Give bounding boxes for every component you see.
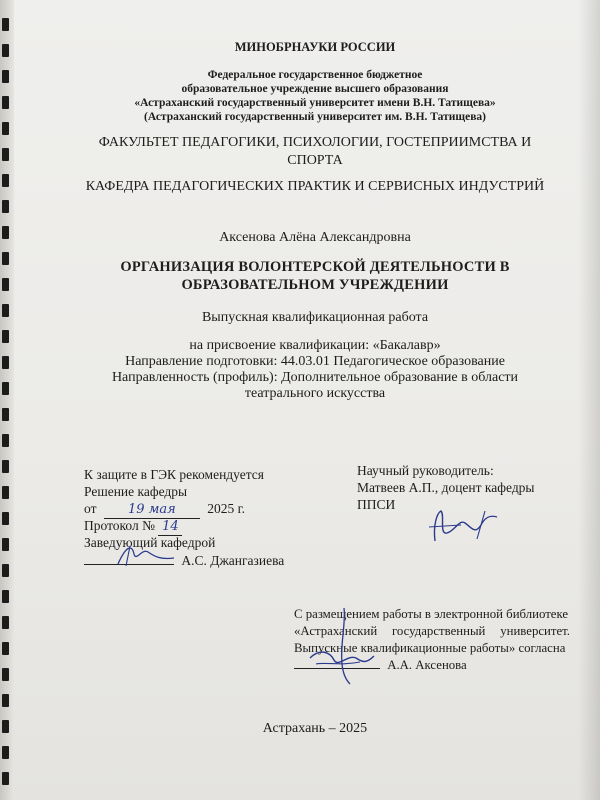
- date-prefix: от: [84, 501, 97, 516]
- binding-hole: [2, 304, 9, 317]
- binding-hole: [2, 642, 9, 655]
- binding-hole: [2, 564, 9, 577]
- binding-hole: [2, 668, 9, 681]
- profile-line-2: театрального искусства: [244, 386, 386, 401]
- spiral-binding: [0, 0, 14, 800]
- binding-hole: [2, 252, 9, 265]
- defense-line-2: Решение кафедры: [84, 484, 188, 499]
- binding-hole: [2, 148, 9, 161]
- binding-hole: [2, 382, 9, 395]
- binding-hole: [2, 356, 9, 369]
- binding-hole: [2, 590, 9, 603]
- supervisor-signature: [425, 505, 505, 550]
- head-of-department-label: Заведующий кафедрой: [84, 535, 216, 550]
- thesis-title-line-2: ОБРАЗОВАТЕЛЬНОМ УЧРЕЖДЕНИИ: [181, 277, 449, 293]
- binding-hole: [2, 330, 9, 343]
- defense-date-row: [84, 501, 245, 519]
- binding-hole: [2, 746, 9, 759]
- supervisor-name: Матвеев А.П., доцент кафедры: [357, 480, 535, 495]
- binding-hole: [2, 772, 9, 785]
- head-signature: [112, 540, 182, 570]
- faculty-line-1: ФАКУЛЬТЕТ ПЕДАГОГИКИ, ПСИХОЛОГИИ, ГОСТЕПРИИМСТВА И: [98, 135, 532, 150]
- ministry-header: МИНОБРНАУКИ РОССИИ: [234, 40, 396, 54]
- binding-hole: [2, 408, 9, 421]
- binding-hole: [2, 278, 9, 291]
- qualification: на присвоение квалификации: «Бакалавр»: [189, 338, 441, 353]
- binding-hole: [2, 616, 9, 629]
- protocol-label: Протокол №: [84, 518, 155, 533]
- binding-hole: [2, 122, 9, 135]
- binding-hole: [2, 434, 9, 447]
- institution-line-3: «Астраханский государственный университет имени В.Н. Татищева»: [134, 97, 496, 109]
- binding-hole: [2, 694, 9, 707]
- date-handwritten: 19 мая: [104, 502, 200, 519]
- binding-hole: [2, 200, 9, 213]
- institution-line-2: образовательное учреждение высшего образования: [181, 83, 449, 95]
- date-year: 2025 г.: [207, 501, 245, 516]
- binding-hole: [2, 226, 9, 239]
- consent-name: А.А. Аксенова: [387, 658, 467, 672]
- consent-line-2: «Астраханский государственный университет.: [294, 624, 570, 638]
- binding-hole: [2, 70, 9, 83]
- binding-hole: [2, 18, 9, 31]
- city-year: Астрахань – 2025: [262, 721, 368, 736]
- department-name: КАФЕДРА ПЕДАГОГИЧЕСКИХ ПРАКТИК И СЕРВИСНЫХ ИНДУСТРИЙ: [85, 179, 545, 194]
- faculty-line-2: СПОРТА: [287, 153, 343, 168]
- institution-line-1: Федеральное государственное бюджетное: [207, 69, 423, 81]
- institution-line-4: (Астраханский государственный университет им. В.Н. Татищева): [143, 111, 487, 123]
- binding-hole: [2, 460, 9, 473]
- profile-line-1: Направленность (профиль): Дополнительное образование в области: [111, 370, 519, 385]
- protocol-row: [84, 518, 182, 536]
- student-signature: [300, 604, 380, 686]
- page-edge-shadow: [578, 0, 600, 800]
- binding-hole: [2, 96, 9, 109]
- consent-line-1: С размещением работы в электронной библиотеке: [294, 607, 569, 621]
- head-name: А.С. Джангазиева: [181, 553, 285, 568]
- protocol-number-handwritten: 14: [158, 519, 182, 536]
- consent-line-3: Выпускные квалификационные работы» согласна: [294, 641, 566, 655]
- binding-hole: [2, 174, 9, 187]
- supervisor-label: Научный руководитель:: [357, 463, 494, 478]
- binding-hole: [2, 44, 9, 57]
- work-type: Выпускная квалификационная работа: [201, 310, 429, 325]
- binding-hole: [2, 720, 9, 733]
- binding-hole: [2, 486, 9, 499]
- binding-holes: [2, 18, 10, 798]
- supervisor-department: ППСИ: [357, 497, 396, 512]
- study-direction: Направление подготовки: 44.03.01 Педагогическое образование: [125, 354, 505, 369]
- binding-hole: [2, 512, 9, 525]
- author-name: Аксенова Алёна Александровна: [219, 230, 411, 245]
- thesis-title-line-1: ОРГАНИЗАЦИЯ ВОЛОНТЕРСКОЙ ДЕЯТЕЛЬНОСТИ В: [120, 259, 510, 275]
- defense-line-1: К защите в ГЭК рекомендуется: [84, 467, 265, 482]
- binding-hole: [2, 538, 9, 551]
